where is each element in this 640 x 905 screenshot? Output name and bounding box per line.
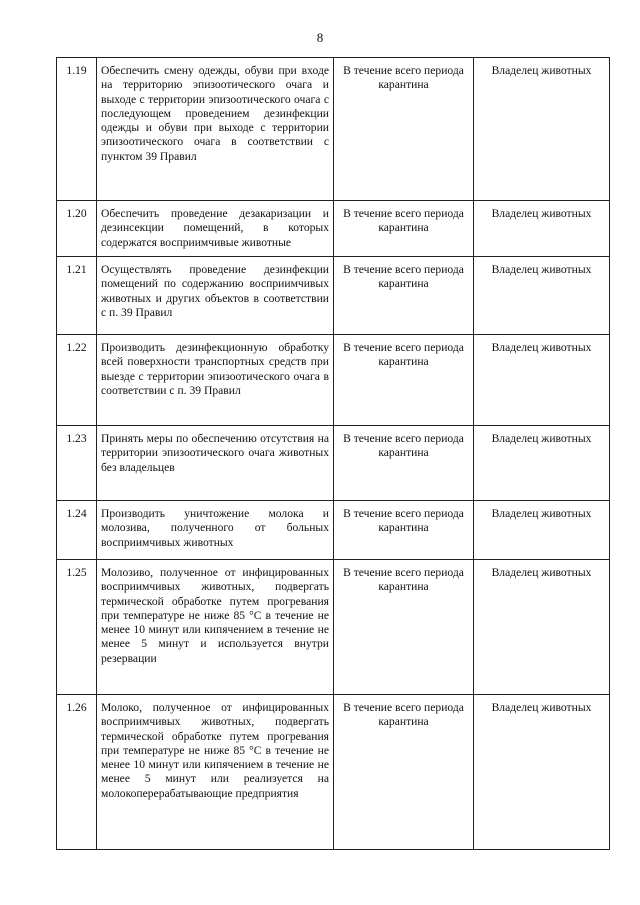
item-number: 1.25	[57, 560, 97, 695]
term-cell: В течение всего периода карантина	[334, 695, 474, 850]
item-number: 1.26	[57, 695, 97, 850]
item-number: 1.20	[57, 201, 97, 257]
measure-text: Производить дезинфекционную обработку всей поверхности транспортных средств при выезде с территории эпизоотического очага в соответствии с п. 39 Правил	[97, 335, 334, 426]
item-number: 1.23	[57, 426, 97, 501]
item-number: 1.21	[57, 257, 97, 335]
responsible-cell: Владелец животных	[474, 58, 610, 201]
measure-text: Производить уничтожение молока и молозива, полученного от больных восприимчивых животных	[97, 501, 334, 560]
responsible-cell: Владелец животных	[474, 335, 610, 426]
responsible-cell: Владелец животных	[474, 426, 610, 501]
responsible-cell: Владелец животных	[474, 201, 610, 257]
responsible-cell: Владелец животных	[474, 257, 610, 335]
term-cell: В течение всего периода карантина	[334, 58, 474, 201]
term-cell: В течение всего периода карантина	[334, 335, 474, 426]
table-row	[57, 201, 610, 257]
measures-table	[56, 57, 610, 850]
table-row	[57, 335, 610, 426]
term-cell: В течение всего периода карантина	[334, 201, 474, 257]
measure-text: Принять меры по обеспечению отсутствия на территории эпизоотического очага животных без владельцев	[97, 426, 334, 501]
item-number: 1.19	[57, 58, 97, 201]
responsible-cell: Владелец животных	[474, 501, 610, 560]
table-row	[57, 257, 610, 335]
measure-text: Осуществлять проведение дезинфекции помещений по содержанию восприимчивых животных и других объектов в соответствии с п. 39 Правил	[97, 257, 334, 335]
item-number: 1.22	[57, 335, 97, 426]
measure-text: Обеспечить смену одежды, обуви при входе на территорию эпизоотического очага и выходе с территории эпизоотического очага с последующем проведением дезинфекции одежды и обуви при выходе с территории эпизоотического очага в соответствии с пунктом 39 Правил	[97, 58, 334, 201]
measure-text: Молозиво, полученное от инфицированных восприимчивых животных, подвергать термической обработке путем прогревания при температуре не ниже 85 °C в течение не менее 10 минут или кипячением в течение не менее 5 минут и используется внутри резервации	[97, 560, 334, 695]
table-row	[57, 560, 610, 695]
measure-text: Обеспечить проведение дезакаризации и дезинсекции помещений, в которых содержатся восприимчивые животные	[97, 201, 334, 257]
responsible-cell: Владелец животных	[474, 695, 610, 850]
table-row	[57, 58, 610, 201]
table-row	[57, 501, 610, 560]
term-cell: В течение всего периода карантина	[334, 257, 474, 335]
term-cell: В течение всего периода карантина	[334, 501, 474, 560]
item-number: 1.24	[57, 501, 97, 560]
table-row	[57, 695, 610, 850]
page-number: 8	[316, 30, 324, 45]
term-cell: В течение всего периода карантина	[334, 426, 474, 501]
term-cell: В течение всего периода карантина	[334, 560, 474, 695]
measure-text: Молоко, полученное от инфицированных восприимчивых животных, подвергать термической обработке путем прогревания при температуре не ниже 85 °C в течение не менее 10 минут или кипячением в течение не менее 5 минут или реализуется на молокоперерабатывающие предприятия	[97, 695, 334, 850]
responsible-cell: Владелец животных	[474, 560, 610, 695]
table-row	[57, 426, 610, 501]
